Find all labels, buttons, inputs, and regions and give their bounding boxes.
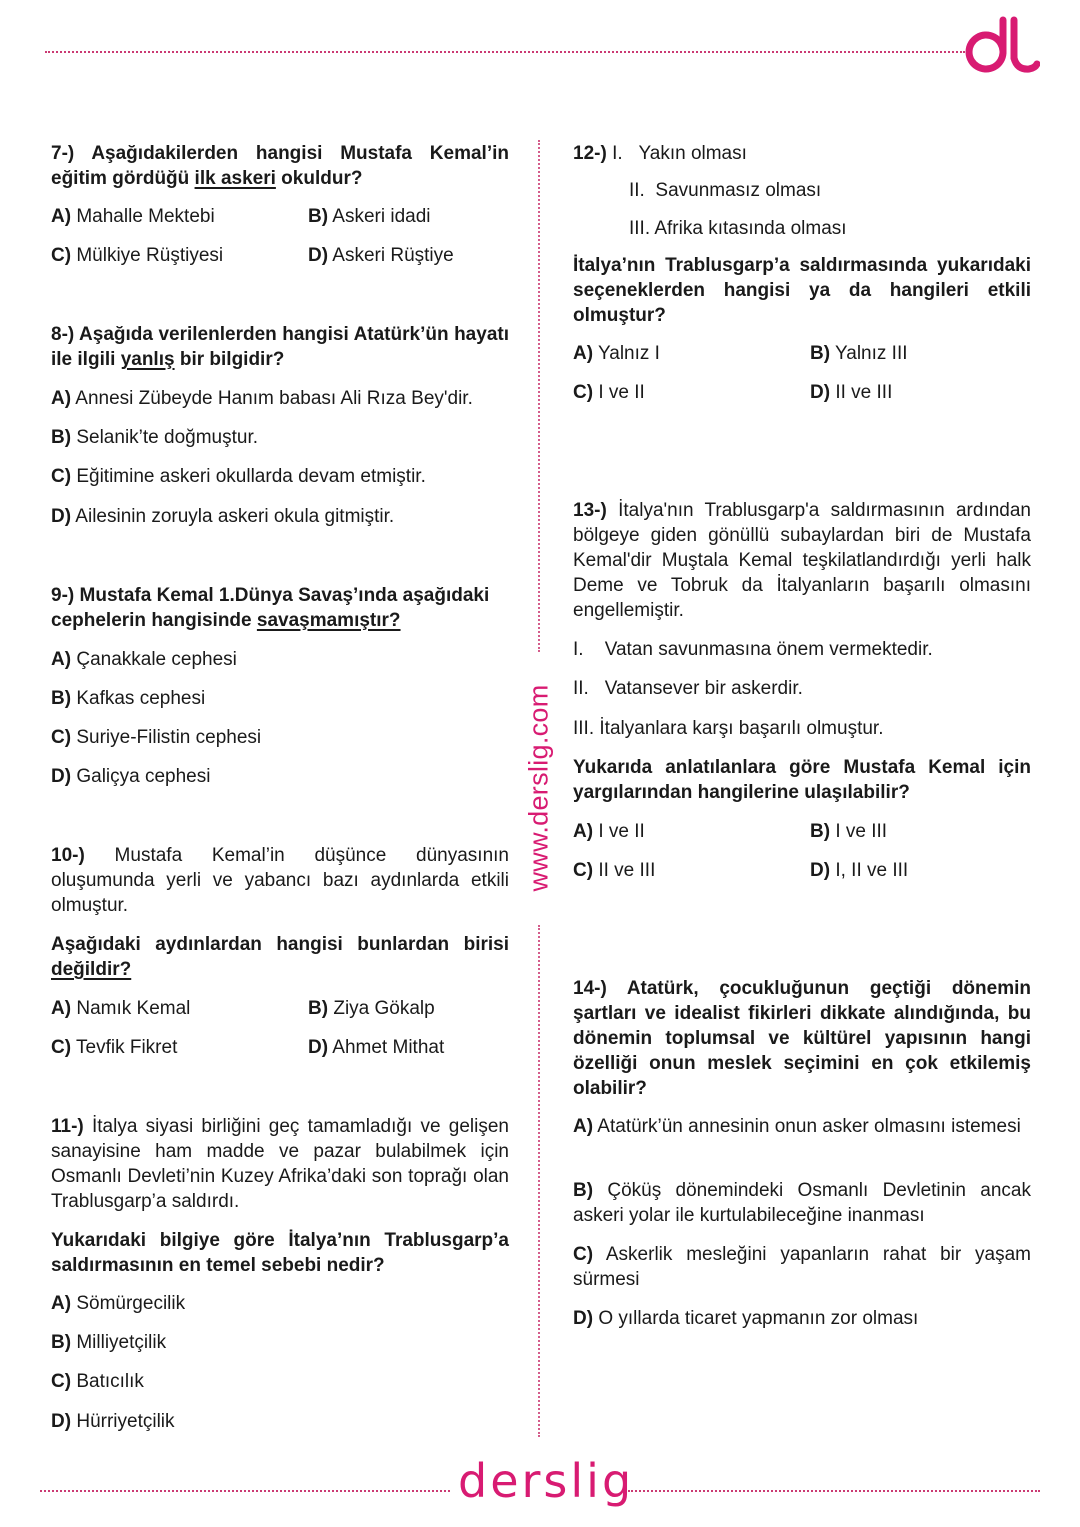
option-a[interactable]: A) Annesi Zübeyde Hanım babası Ali Rıza Bey'dir. [51,388,473,409]
question-13-intro: 13-) İtalya'nın Trablusgarp'a saldırmasının ardından bölgeye giden gönüllü subaylardan biri de Mustafa Kemal'dir Muştala Kemal teşkilatlandırdığı yerli halk Deme ve Tobruk da İtalyanların başarılı olmasını engellemiştir. [573,500,1032,621]
question-13-item-2: II. Vatansever bir askerdir. [573,678,803,699]
question-number: 8-) [51,324,75,345]
question-12-item-2: II. Savunmasız olması [629,180,822,201]
option-d[interactable]: D) II ve III [810,382,893,403]
option-c[interactable]: C) Askerlik mesleğini yapanların rahat bir yaşam sürmesi [573,1244,1031,1290]
option-c[interactable]: C) Batıcılık [51,1371,144,1392]
option-d[interactable]: D) I, II ve III [810,860,909,881]
footer-dotted-rule-left [40,1490,450,1492]
question-9-stem: 9-) Mustafa Kemal 1.Dünya Savaş’ında aşağıdaki cephelerin hangisinde savaşmamıştır? [51,585,490,631]
question-13-stem: Yukarıda anlatılanlara göre Mustafa Kemal için yargılarından hangilerine ulaşılabilir? [573,757,1031,803]
option-b[interactable]: B) Askeri idadi [308,206,431,227]
option-a[interactable]: A) Yalnız I [573,343,660,364]
option-b[interactable]: B) Yalnız III [810,343,908,364]
question-12-item-1: 12-) I. Yakın olması [573,143,747,164]
option-a[interactable]: A) Namık Kemal [51,998,191,1019]
question-11-stem: Yukarıdaki bilgiye göre İtalya’nın Trablusgarp’a saldırmasının en temel sebebi nedir? [51,1230,509,1276]
emphasis: ilk askeri [194,168,276,189]
option-d[interactable]: D) Ahmet Mithat [308,1037,445,1058]
question-11-intro: 11-) İtalya siyasi birliğini geç tamamladığı ve gelişen sanayisine ham madde ve pazar bulabilmek için Osmanlı Devleti’nin Kuzey Afrika’daki son toprağı olan Trablusgarp’a saldırdı. [51,1116,509,1212]
column-divider-bottom [538,925,540,1437]
option-c[interactable]: C) Mülkiye Rüştiyesi [51,245,224,266]
option-a[interactable]: A) Çanakkale cephesi [51,649,237,670]
option-a[interactable]: A) Atatürk’ün annesinin onun asker olmasını istemesi [573,1116,1021,1137]
option-b[interactable]: B) I ve III [810,821,888,842]
option-b[interactable]: B) Milliyetçilik [51,1332,167,1353]
question-14-stem: 14-) Atatürk, çocukluğunun geçtiği dönemin şartları ve idealist fikirleri dikkate alındığında, bu dönemin toplumsal ve kültürel yapısının hangi özelliği onun meslek seçimini en çok etkilemiş olabilir? [573,978,1031,1099]
option-c[interactable]: C) II ve III [573,860,656,881]
question-10-stem: Aşağıdaki aydınlardan hangisi bunlardan birisi değildir? [51,934,509,980]
derslig-logo-mark-icon [965,12,1040,77]
option-c[interactable]: C) Suriye-Filistin cephesi [51,727,262,748]
emphasis: yanlış [120,349,175,370]
option-d[interactable]: D) O yıllarda ticaret yapmanın zor olması [573,1308,919,1329]
option-d[interactable]: D) Ailesinin zoruyla askeri okula gitmiştir. [51,506,395,527]
question-13-item-3: III. İtalyanlara karşı başarılı olmuştur. [573,718,884,739]
question-12-stem: İtalya’nın Trablusgarp’a saldırmasında yukarıdaki seçeneklerden hangisi ya da hangileri etkili olmuştur? [573,255,1031,326]
option-c[interactable]: C) Eğitimine askeri okullarda devam etmiştir. [51,466,426,487]
emphasis: değildir? [51,959,132,980]
question-12-item-3: III. Afrika kıtasında olması [629,218,847,239]
option-d[interactable]: D) Hürriyetçilik [51,1411,175,1432]
emphasis: savaşmamıştır? [256,610,401,631]
question-number: 12-) [573,143,607,164]
option-a[interactable]: A) Sömürgecilik [51,1293,186,1314]
question-7-stem: 7-) Aşağıdakilerden hangisi Mustafa Kemal’in eğitim gördüğü ilk askeri okuldur? [51,143,509,189]
question-number: 11-) [51,1116,84,1137]
option-b[interactable]: B) Selanik’te doğmuştur. [51,427,259,448]
option-d[interactable]: D) Askeri Rüştiye [308,245,454,266]
question-8-stem: 8-) Aşağıda verilenlerden hangisi Atatürk’ün hayatı ile ilgili yanlış bir bilgidir? [51,324,509,370]
option-a[interactable]: A) I ve II [573,821,645,842]
option-b[interactable]: B) Kafkas cephesi [51,688,206,709]
question-number: 10-) [51,845,85,866]
website-watermark: www.derslig.com [523,684,554,892]
footer-brand-logo: derslig [458,1454,635,1508]
option-b[interactable]: B) Çöküş dönemindeki Osmanlı Devletinin ancak askeri yolar ile kurtulabileceğine inanması [573,1180,1031,1226]
header-dotted-rule [45,51,965,53]
option-c[interactable]: C) I ve II [573,382,645,403]
option-a[interactable]: A) Mahalle Mektebi [51,206,215,227]
option-d[interactable]: D) Galiçya cephesi [51,766,211,787]
question-number: 9-) [51,585,75,606]
option-c[interactable]: C) Tevfik Fikret [51,1037,178,1058]
question-13-item-1: I. Vatan savunmasına önem vermektedir. [573,639,933,660]
question-10-intro: 10-) Mustafa Kemal’in düşünce dünyasının oluşumunda yerli ve yabancı bazı aydınlarda etkili olmuştur. [51,845,509,916]
question-number: 7-) [51,143,75,164]
question-number: 13-) [573,500,607,521]
option-b[interactable]: B) Ziya Gökalp [308,998,435,1019]
question-number: 14-) [573,978,607,999]
footer-dotted-rule-right [628,1490,1040,1492]
column-divider-top [538,140,540,652]
